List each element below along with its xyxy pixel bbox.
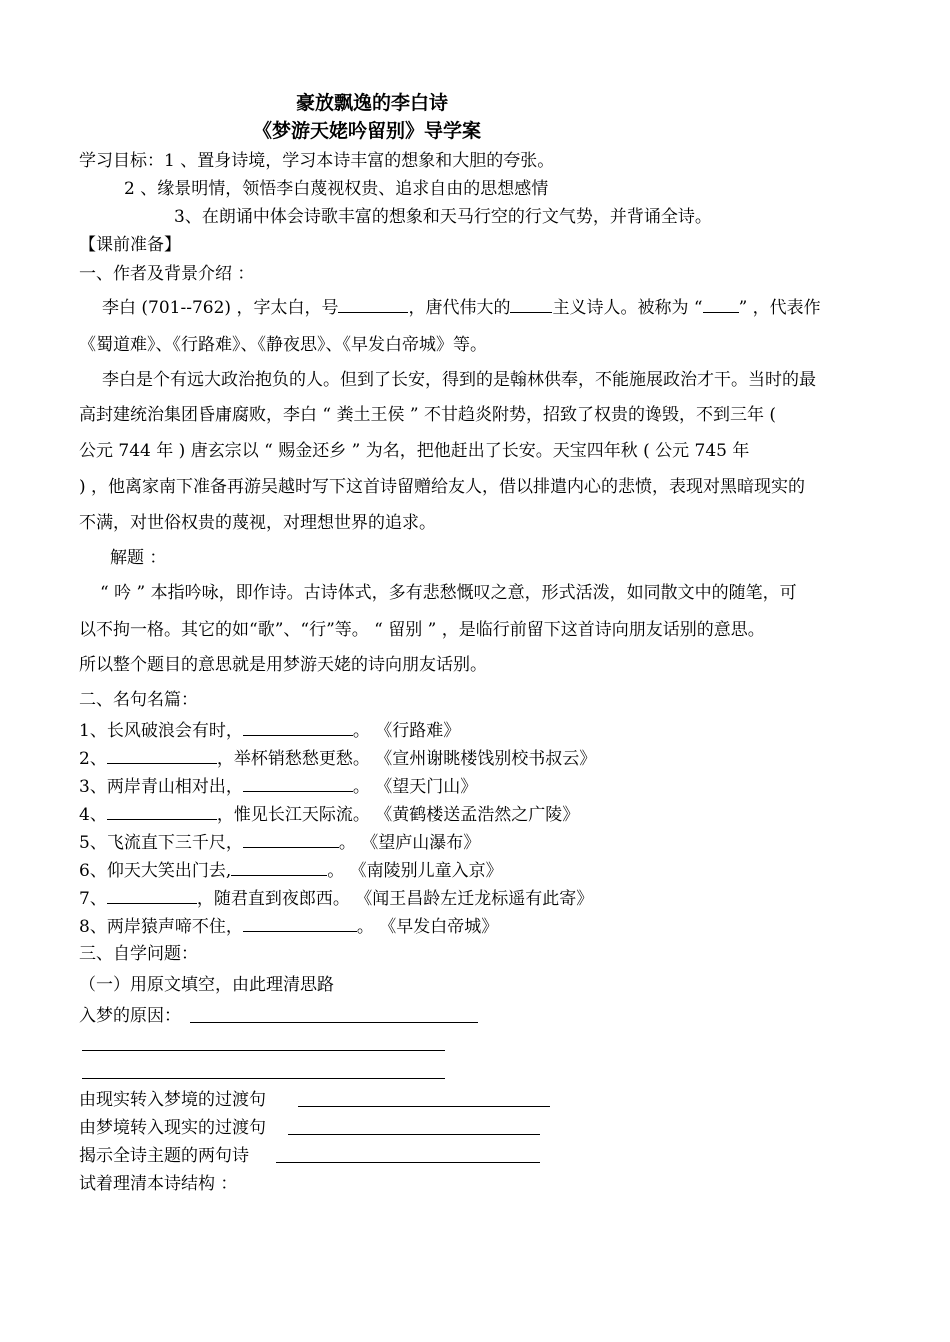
quote-6 <box>79 859 503 882</box>
quote-7-num: 7、 <box>79 889 107 909</box>
quote-3-text: 3、两岸青山相对出， <box>79 777 243 797</box>
quote-5-blank[interactable] <box>243 831 339 848</box>
jieti-heading: 解题 ： <box>110 548 167 568</box>
background-line-3: 公元 744 年 ) 唐玄宗以 “ 赐金还乡 ” 为名，把他赶出了长安。天宝四年秋 ( 公元 745 年 <box>79 441 750 461</box>
blank-zhuyi[interactable] <box>510 296 552 313</box>
self-study-heading: 三、自学问题： <box>79 944 198 964</box>
transition-in-label: 由现实转入梦境的过渡句 <box>79 1090 266 1110</box>
quote-2-blank[interactable] <box>107 747 217 764</box>
quote-3-source: 。 《望天门山》 <box>352 777 478 797</box>
transition-in-blank[interactable] <box>298 1106 550 1107</box>
goal-1: 学习目标：1 、置身诗境，学习本诗丰富的想象和大胆的夸张。 <box>79 151 555 171</box>
background-line-4: ) ，他离家南下准备再游吴越时写下这首诗留赠给友人，借以排遣内心的悲愤，表现对黑暗现实的 <box>79 477 806 497</box>
goal-2: 2 、缘景明情，领悟李白蔑视权贵、追求自由的思想感情 <box>124 179 549 199</box>
quotes-heading: 二、名句名篇： <box>79 690 198 710</box>
background-line-1: 李白是个有远大政治抱负的人。但到了长安，得到的是翰林供奉，不能施展政治才干。当时的最 <box>102 370 816 390</box>
theme-label: 揭示全诗主题的两句诗 <box>79 1146 249 1166</box>
quote-1-blank[interactable] <box>243 719 353 736</box>
reason-blank-1[interactable] <box>190 1022 478 1023</box>
title-main: 豪放飘逸的李白诗 <box>296 92 449 114</box>
quote-1-text: 1、长风破浪会有时， <box>79 721 243 741</box>
quote-5 <box>79 831 480 854</box>
author-text-b: ，唐代伟大的 <box>408 298 511 318</box>
self-study-sub-1: （一）用原文填空，由此理清思路 <box>79 975 334 995</box>
goal-3: 3、在朗诵中体会诗歌丰富的想象和天马行空的行文气势，并背诵全诗。 <box>174 207 712 227</box>
quote-2-num: 2、 <box>79 749 107 769</box>
author-intro-line <box>102 296 821 319</box>
author-text-d: ” ，代表作 <box>738 298 821 318</box>
quote-4-num: 4、 <box>79 805 107 825</box>
quote-2 <box>79 747 596 770</box>
quote-7-text: ，随君直到夜郎西。 《闻王昌龄左迁龙标遥有此寄》 <box>196 889 594 909</box>
quote-6-blank[interactable] <box>231 859 327 876</box>
structure-label: 试着理清本诗结构 ： <box>79 1174 238 1194</box>
jieti-line-3: 所以整个题目的意思就是用梦游天姥的诗向朋友话别。 <box>79 655 487 675</box>
quote-7 <box>79 887 593 910</box>
quote-8-source: 。 《早发白帝城》 <box>356 917 499 937</box>
transition-out-label: 由梦境转入现实的过渡句 <box>79 1118 266 1138</box>
reason-blank-3[interactable] <box>82 1078 445 1079</box>
jieti-line-1: “ 吟 ” 本指吟咏，即作诗。古诗体式，多有悲愁慨叹之意，形式活泼，如同散文中的随笔，可 <box>100 583 797 603</box>
theme-blank[interactable] <box>276 1162 540 1163</box>
section-author-heading: 一、作者及背景介绍 ： <box>79 264 255 284</box>
quote-7-blank[interactable] <box>107 887 197 904</box>
quote-1-source: 。 《行路难》 <box>352 721 461 741</box>
quote-5-source: 。 《望庐山瀑布》 <box>338 833 481 853</box>
quote-3-blank[interactable] <box>243 775 353 792</box>
background-line-5: 不满，对世俗权贵的蔑视，对理想世界的追求。 <box>79 513 436 533</box>
quote-1 <box>79 719 460 742</box>
quote-4-blank[interactable] <box>107 803 217 820</box>
background-line-2: 高封建统治集团昏庸腐败，李白 “ 粪土王侯 ” 不甘趋炎附势，招致了权贵的谗毁，不到三年 ( <box>79 405 777 425</box>
author-text-c: 主义诗人。被称为 “ <box>552 298 703 318</box>
quote-4-text: ，惟见长江天际流。 《黄鹤楼送孟浩然之广陵》 <box>216 805 580 825</box>
transition-out-blank[interactable] <box>288 1134 540 1135</box>
reason-blank-2[interactable] <box>82 1050 445 1051</box>
quote-8-blank[interactable] <box>243 915 357 932</box>
prep-heading: 【课前准备】 <box>79 235 181 255</box>
blank-chengwei[interactable] <box>703 296 739 313</box>
quote-6-source: 。 《南陵别儿童入京》 <box>327 861 503 881</box>
jieti-line-2: 以不拘一格。其它的如“歌”、“行”等。 “ 留别 ” ，是临行前留下这首诗向朋友话别的意思。 <box>79 620 765 640</box>
title-sub: 《梦游天姥吟留别》导学案 <box>253 120 482 142</box>
quote-6-text: 6、仰天大笑出门去, <box>79 861 232 881</box>
quote-2-text: ，举杯销愁愁更愁。 《宣州谢眺楼饯别校书叔云》 <box>216 749 597 769</box>
quote-4 <box>79 803 579 826</box>
blank-hao[interactable] <box>338 296 408 313</box>
quote-8-text: 8、两岸猿声啼不住， <box>79 917 243 937</box>
quote-5-text: 5、飞流直下三千尺， <box>79 833 243 853</box>
author-text-a: 李白 (701--762) ，字太白，号 <box>102 298 339 318</box>
reason-label: 入梦的原因： <box>79 1006 181 1026</box>
quote-8 <box>79 915 498 938</box>
author-works-line: 《蜀道难》、《行路难》、《静夜思》、《早发白帝城》等。 <box>79 335 487 355</box>
quote-3 <box>79 775 477 798</box>
